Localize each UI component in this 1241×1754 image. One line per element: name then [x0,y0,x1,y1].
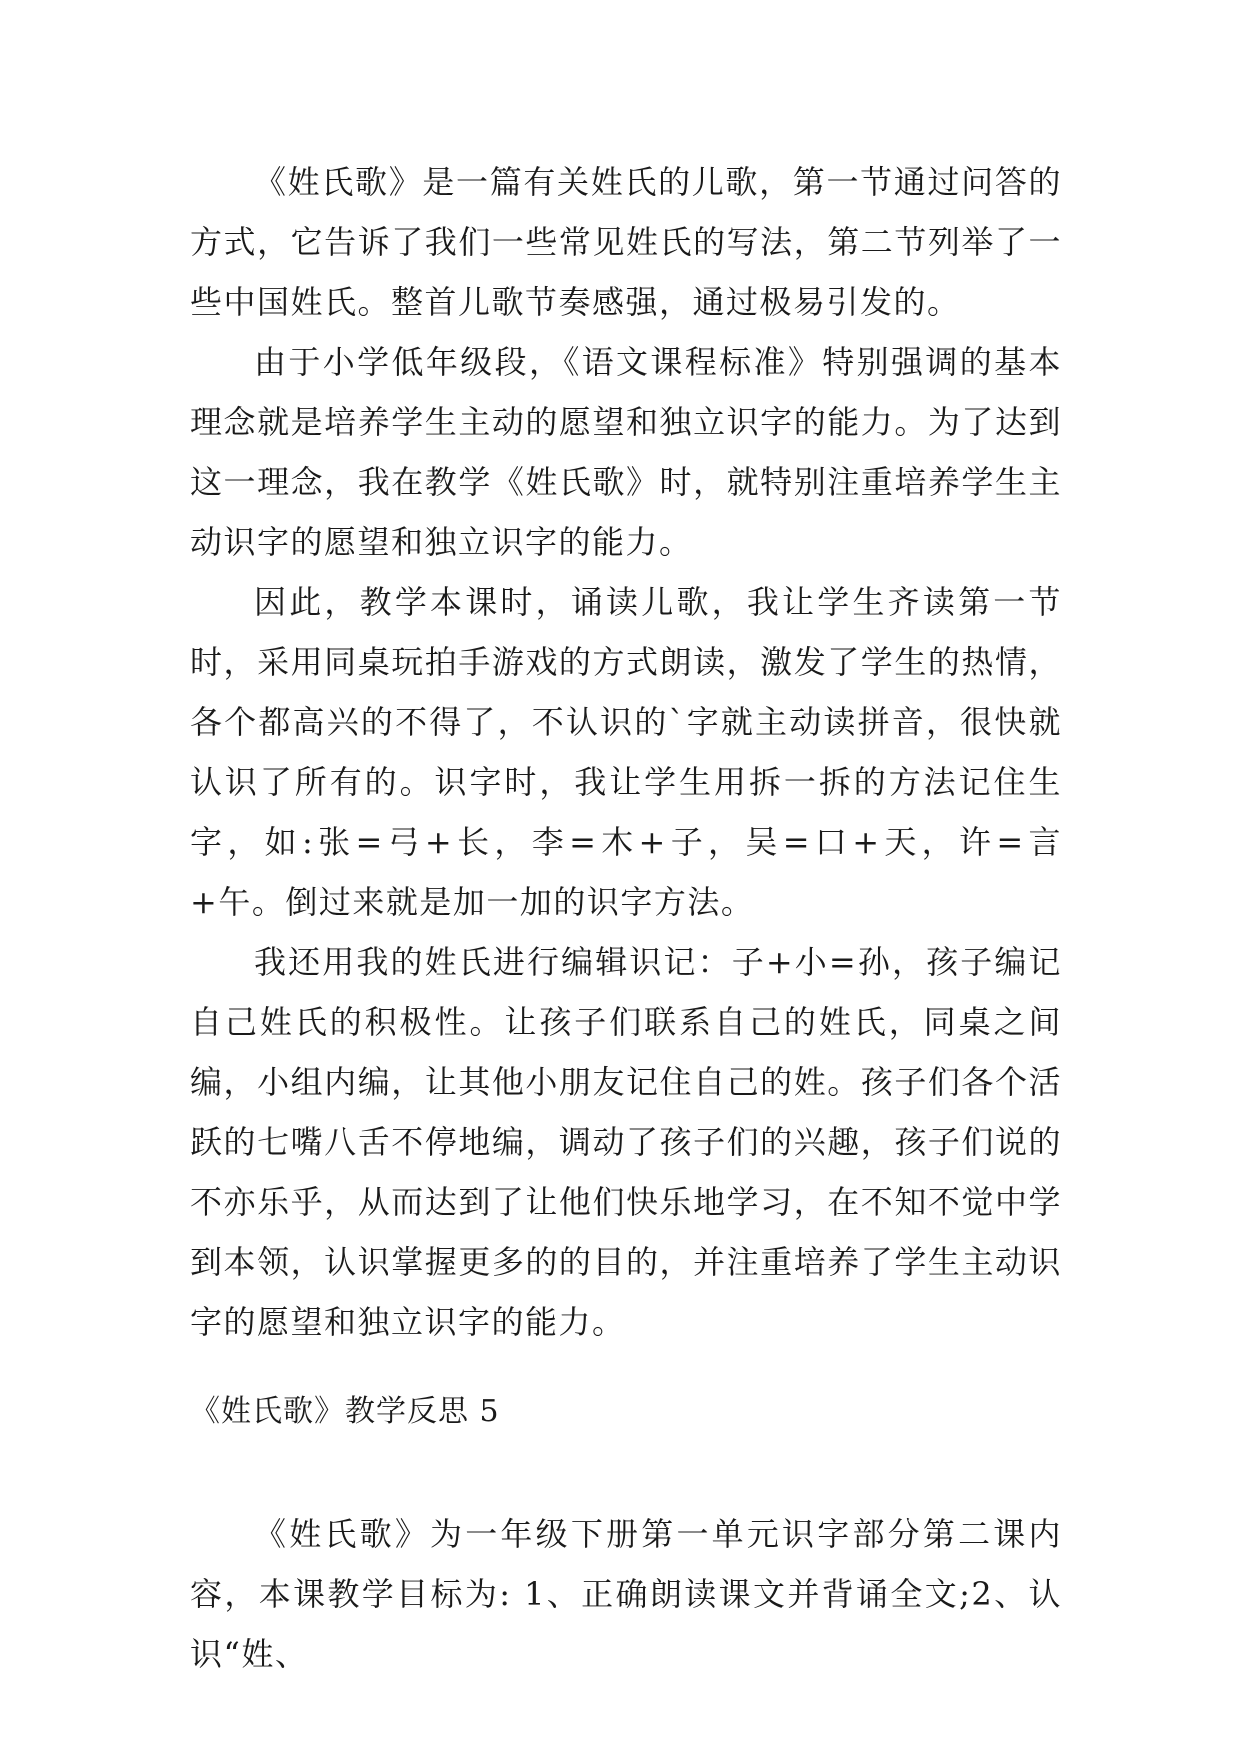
body-paragraph: 由于小学低年级段，《语文课程标准》特别强调的基本理念就是培养学生主动的愿望和独立识字的能力。为了达到这一理念，我在教学《姓氏歌》时，就特别注重培养学生主动识字的愿望和独立识字的能力。 [190,343,1062,561]
body-paragraph: 因此，教学本课时，诵读儿歌，我让学生齐读第一节时，采用同桌玩拍手游戏的方式朗读，激发了学生的热情，各个都高兴的不得了，不认识的`字就主动读拼音，很快就认识了所有的。识字时，我让学生用拆一拆的方法记住生字，如:张=弓+长，李=木+子，吴=口+天，许=言+午。倒过来就是加一加的识字方法。 [190,583,1062,921]
body-paragraph: 《姓氏歌》是一篇有关姓氏的儿歌，第一节通过问答的方式，它告诉了我们一些常见姓氏的写法，第二节列举了一些中国姓氏。整首儿歌节奏感强，通过极易引发的。 [190,163,1062,321]
section-heading: 《姓氏歌》教学反思 5 [190,1394,500,1429]
body-paragraph: 我还用我的姓氏进行编辑识记：子+小=孙，孩子编记自己姓氏的积极性。让孩子们联系自己的姓氏，同桌之间编，小组内编，让其他小朋友记住自己的姓。孩子们各个活跃的七嘴八舌不停地编，调动了孩子们的兴趣，孩子们说的不亦乐乎，从而达到了让他们快乐地学习，在不知不觉中学到本领，认识掌握更多的的目的，并注重培养了学生主动识字的愿望和独立识字的能力。 [190,943,1062,1341]
section-paragraph: 《姓氏歌》为一年级下册第一单元识字部分第二课内容，本课教学目标为: 1、正确朗读课文并背诵全文;2、认识“姓、 [190,1515,1062,1673]
